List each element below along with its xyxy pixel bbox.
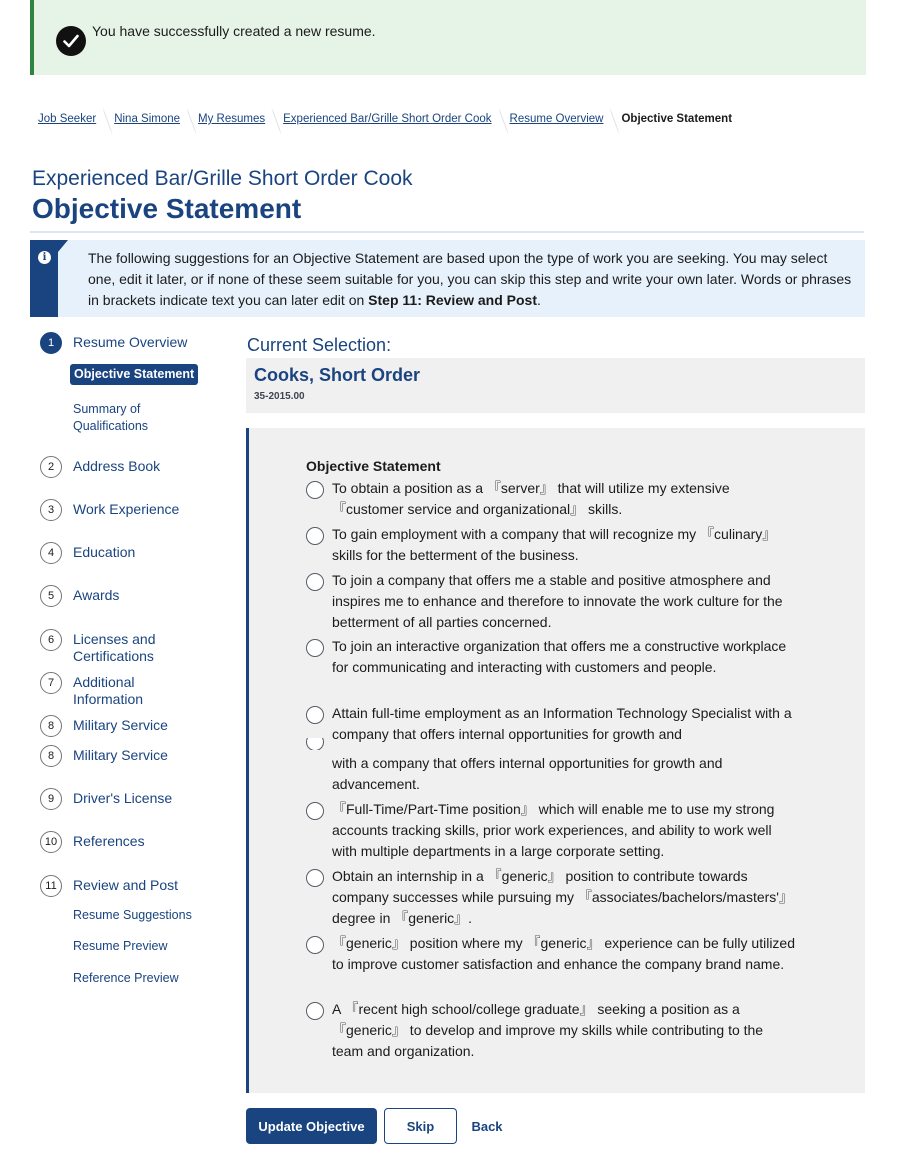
current-selection-box	[246, 358, 865, 413]
objective-option[interactable]: 『Full-Time/Part-Time position』 which will enable me to use my strong accounts tracking skills, prior work experiences, and ability to work well with multiple departments in a large corporate setting.	[306, 799, 796, 862]
page-title: Objective Statement	[32, 193, 302, 224]
skip-button[interactable]: Skip	[384, 1108, 457, 1144]
breadcrumb-current: Objective Statement	[621, 113, 733, 125]
check-circle-icon	[56, 26, 86, 56]
back-link[interactable]: Back	[471, 1118, 503, 1134]
radio-button[interactable]	[306, 1002, 324, 1020]
substep-resume-preview[interactable]: Resume Preview	[73, 939, 168, 953]
occupation-name: Cooks, Short Order	[254, 365, 421, 385]
objective-option[interactable]: To join a company that offers me a stable and positive atmosphere and inspires me to enhance and therefore to innovate the work culture for the betterment of all parties concerned.	[306, 570, 796, 633]
substep-objective-statement[interactable]: Objective Statement	[70, 364, 198, 385]
step-work-experience[interactable]: 3 Work Experience	[40, 499, 179, 521]
step-review-and-post[interactable]: 11 Review and Post	[40, 875, 178, 897]
step-military-service[interactable]: 8 Military Service	[40, 715, 168, 737]
breadcrumb-job-seeker[interactable]: Job Seeker	[30, 113, 106, 125]
info-alert	[30, 240, 865, 317]
radio-button[interactable]	[306, 869, 324, 887]
objective-option[interactable]: Attain full-time employment as an Information Technology Specialist with a company that offers internal opportunities for growth and	[306, 703, 796, 745]
breadcrumb-my-resumes[interactable]: My Resumes	[190, 113, 275, 125]
info-icon: i	[38, 251, 51, 264]
render-glitch-strip	[306, 738, 796, 750]
step-number: 1	[40, 332, 62, 354]
objective-fieldset-legend: Objective Statement	[306, 458, 441, 474]
step-additional-information[interactable]: 7 Additional Information	[40, 672, 183, 708]
occupation-code: 35-2015.00	[254, 391, 305, 402]
substep-reference-preview[interactable]: Reference Preview	[73, 971, 179, 985]
step-military-service-duplicate[interactable]: 8 Military Service	[40, 745, 168, 767]
objective-option[interactable]: To join an interactive organization that offers me a constructive workplace for communicating and interacting with customers and people.	[306, 636, 796, 678]
radio-button[interactable]	[306, 706, 324, 724]
breadcrumb-user[interactable]: Nina Simone	[106, 113, 190, 125]
substep-resume-suggestions[interactable]: Resume Suggestions	[73, 908, 192, 922]
step-licenses-and-certifications[interactable]: 6 Licenses and Certifications	[40, 629, 183, 665]
objective-option[interactable]: To gain employment with a company that will recognize my 『culinary』 skills for the betterment of the business.	[306, 524, 796, 566]
step-address-book[interactable]: 2 Address Book	[40, 456, 160, 478]
objective-option[interactable]: A 『recent high school/college graduate』 seeking a position as a 『generic』 to develop and improve my skills while contributing to the team and organization.	[306, 999, 796, 1062]
radio-button[interactable]	[306, 802, 324, 820]
page-subtitle: Experienced Bar/Grille Short Order Cook	[32, 167, 413, 190]
step-resume-overview[interactable]: 1 Resume Overview	[40, 332, 187, 354]
objective-option[interactable]: 『generic』 position where my 『generic』 experience can be fully utilized to improve customer satisfaction and enhance the company brand name.	[306, 933, 796, 975]
radio-button[interactable]	[306, 639, 324, 657]
substep-summary-of-qualifications[interactable]: Summary of Qualifications	[73, 402, 149, 433]
step-navigation	[30, 322, 230, 1142]
objective-option[interactable]: To obtain a position as a 『server』 that will utilize my extensive 『customer service and organizational』 skills.	[306, 478, 796, 520]
breadcrumb-resume-overview[interactable]: Resume Overview	[502, 113, 614, 125]
breadcrumb	[30, 106, 742, 132]
step-awards[interactable]: 5 Awards	[40, 585, 119, 607]
success-alert	[30, 0, 866, 75]
step-education[interactable]: 4 Education	[40, 542, 135, 564]
title-divider	[30, 231, 864, 233]
step-drivers-license[interactable]: 9 Driver's License	[40, 788, 172, 810]
radio-button[interactable]	[306, 573, 324, 591]
success-message: You have successfully created a new resume.	[92, 23, 376, 39]
radio-button-partial	[306, 738, 324, 750]
radio-button[interactable]	[306, 936, 324, 954]
breadcrumb-resume[interactable]: Experienced Bar/Grille Short Order Cook	[275, 113, 501, 125]
info-text: The following suggestions for an Objective Statement are based upon the type of work you are seeking. You may select one, edit it later, or if none of these seem suitable for you, you can skip this step and write your own later. Words or phrases in brackets indicate text you can later edit on Step 11: Review and Post.	[88, 250, 852, 308]
objective-options-panel	[246, 428, 865, 1093]
objective-option[interactable]: Obtain an internship in a 『generic』 position to contribute towards company successes while pursuing my 『associates/bachelors/masters'』 degree in 『generic』.	[306, 866, 796, 929]
update-objective-button[interactable]: Update Objective	[246, 1108, 377, 1144]
objective-option-fragment: with a company that offers internal opportunities for growth and advancement.	[332, 755, 723, 792]
current-selection-label: Current Selection:	[247, 335, 392, 355]
radio-button[interactable]	[306, 527, 324, 545]
radio-button[interactable]	[306, 481, 324, 499]
step-references[interactable]: 10 References	[40, 831, 145, 853]
